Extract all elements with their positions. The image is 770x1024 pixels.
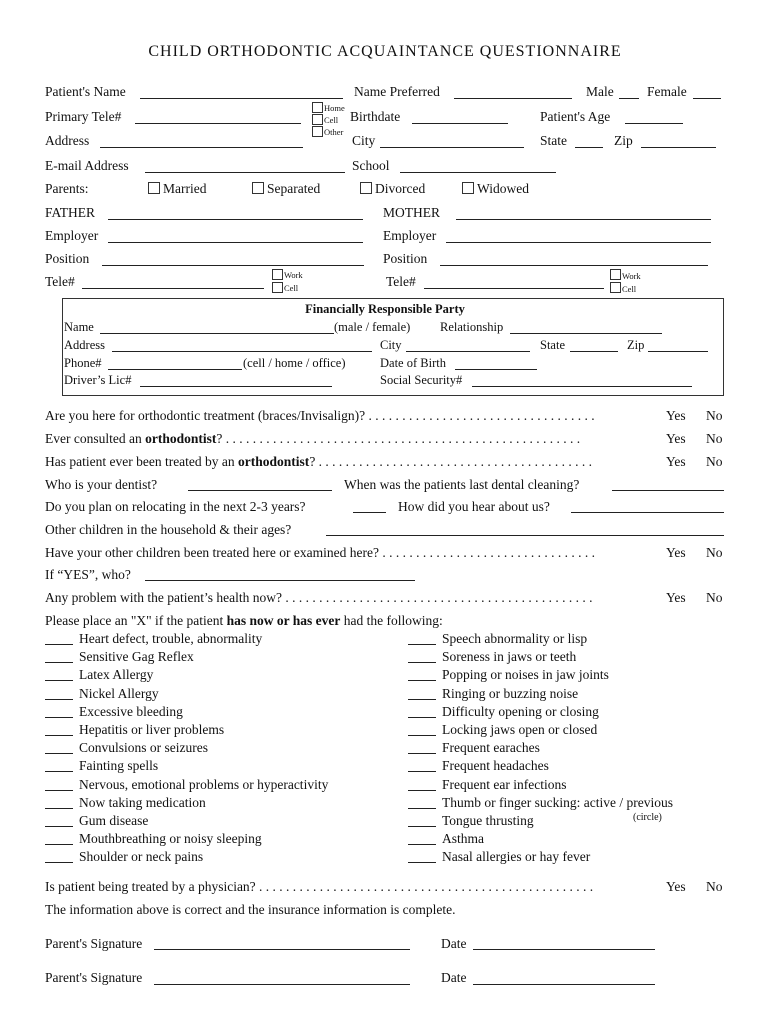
condition-mark-field[interactable]: [45, 705, 73, 718]
left-condition-item: [45, 813, 148, 829]
condition-label: Excessive bleeding: [79, 703, 183, 719]
condition-mark-field[interactable]: [45, 814, 73, 827]
condition-mark-field[interactable]: [45, 832, 73, 845]
condition-mark-field[interactable]: [408, 759, 436, 772]
right-condition-item: [408, 758, 549, 774]
right-condition-item: [408, 849, 590, 865]
patient-name-label: Patient's Name: [45, 84, 126, 99]
state-label: State: [540, 133, 567, 148]
phone-cell-checkbox[interactable]: [312, 114, 323, 125]
cleaning-label: When was the patients last dental cleaning?: [344, 477, 580, 492]
condition-label: Sensitive Gag Reflex: [79, 649, 194, 665]
school-field[interactable]: [400, 172, 556, 173]
form-title: CHILD ORTHODONTIC ACQUAINTANCE QUESTIONNAIRE: [148, 43, 622, 60]
divorced-option[interactable]: Divorced: [360, 181, 425, 197]
condition-label: Nickel Allergy: [79, 685, 159, 701]
fin-dob-field[interactable]: [455, 369, 537, 370]
right-condition-item: [408, 795, 673, 811]
dentist-label: Who is your dentist?: [45, 477, 158, 492]
fin-phone-field[interactable]: [108, 369, 242, 370]
date-field-2[interactable]: [473, 984, 655, 985]
condition-label: Nervous, emotional problems or hyperactivity: [79, 776, 329, 792]
fin-phone-types: (cell / home / office): [243, 356, 346, 370]
right-condition-item: [408, 740, 540, 756]
father-position-field[interactable]: [102, 265, 364, 266]
widowed-option[interactable]: Widowed: [462, 181, 529, 197]
condition-label: Frequent ear infections: [442, 776, 567, 792]
condition-mark-field[interactable]: [45, 796, 73, 809]
birthdate-label: Birthdate: [350, 109, 401, 124]
fin-gender-label: (male / female): [334, 320, 411, 334]
left-condition-item: [45, 667, 153, 683]
parent-signature-field-2[interactable]: [154, 984, 410, 985]
left-condition-item: [45, 758, 158, 774]
address-field[interactable]: [100, 147, 303, 148]
q-health-yes[interactable]: Yes: [666, 590, 686, 605]
mother-tele-field[interactable]: [424, 288, 604, 289]
phone-cell-label: Cell: [324, 115, 339, 125]
condition-label: Thumb or finger sucking: active / previous: [442, 794, 673, 810]
state-field[interactable]: [575, 147, 603, 148]
q-health-no[interactable]: No: [706, 590, 723, 605]
q-other-no[interactable]: No: [706, 545, 723, 560]
date-field-1[interactable]: [473, 949, 655, 950]
condition-mark-field[interactable]: [408, 832, 436, 845]
condition-label: Popping or noises in jaw joints: [442, 667, 609, 683]
fin-address-label: Address: [64, 338, 105, 352]
parent-signature-field-1[interactable]: [154, 949, 410, 950]
hear-field[interactable]: [571, 512, 724, 513]
phone-home-checkbox[interactable]: [312, 102, 323, 113]
fin-relationship-field[interactable]: [510, 333, 662, 334]
condition-mark-field[interactable]: [408, 632, 436, 645]
name-preferred-label: Name Preferred: [354, 84, 440, 99]
mother-cell-label: Cell: [622, 284, 637, 294]
mother-employer-field[interactable]: [446, 242, 711, 243]
male-field[interactable]: [619, 98, 639, 99]
condition-label: Gum disease: [79, 813, 149, 828]
q-physician-no[interactable]: No: [706, 879, 723, 894]
father-employer-field[interactable]: [108, 242, 363, 243]
left-condition-item: [45, 704, 183, 720]
q-other-yes[interactable]: Yes: [666, 545, 686, 560]
condition-mark-field[interactable]: [408, 705, 436, 718]
condition-label: Now taking medication: [79, 794, 206, 810]
phone-home-label: Home: [324, 103, 345, 113]
hear-label: How did you hear about us?: [398, 499, 550, 514]
condition-mark-field[interactable]: [45, 632, 73, 645]
condition-label: Nasal allergies or hay fever: [442, 849, 591, 865]
condition-mark-field[interactable]: [408, 687, 436, 700]
fin-dob-label: Date of Birth: [380, 356, 446, 370]
primary-tele-label: Primary Tele#: [45, 109, 122, 124]
left-condition-item: [45, 777, 328, 793]
condition-label: Fainting spells: [79, 758, 159, 774]
financial-heading: Financially Responsible Party: [305, 302, 465, 316]
condition-label: Convulsions or seizures: [79, 740, 208, 756]
conditions-intro: Please place an "X" if the patient has now or has ever had the following:: [45, 613, 443, 628]
email-label: E-mail Address: [45, 158, 129, 173]
right-condition-item: [408, 813, 534, 829]
female-field[interactable]: [693, 98, 721, 99]
fin-ssn-label: Social Security#: [380, 373, 463, 387]
fin-address-field[interactable]: [112, 351, 372, 352]
fin-city-label: City: [380, 338, 402, 352]
mother-field[interactable]: [456, 219, 711, 220]
condition-mark-field[interactable]: [408, 668, 436, 681]
condition-label: Frequent earaches: [442, 740, 540, 756]
left-condition-item: [45, 740, 208, 756]
q1-no[interactable]: No: [706, 408, 723, 423]
married-checkbox[interactable]: [148, 182, 160, 194]
phone-other-label: Other: [324, 127, 344, 137]
fin-state-field[interactable]: [570, 351, 618, 352]
condition-mark-field[interactable]: [408, 814, 436, 827]
fin-ssn-field[interactable]: [472, 386, 692, 387]
fin-state-label: State: [540, 338, 565, 352]
male-label: Male: [586, 84, 614, 99]
father-tele-label: Tele#: [45, 274, 75, 289]
condition-mark-field[interactable]: [45, 850, 73, 863]
condition-label: Locking jaws open or closed: [442, 722, 598, 737]
father-work-checkbox[interactable]: [272, 269, 283, 280]
relocating-field[interactable]: [353, 512, 386, 513]
mother-cell-checkbox[interactable]: [610, 282, 621, 293]
q-physician-yes[interactable]: Yes: [666, 879, 686, 894]
father-label: FATHER: [45, 205, 96, 220]
q2-no[interactable]: No: [706, 431, 723, 446]
fin-city-field[interactable]: [406, 351, 530, 352]
question-consulted-orthodontist: Ever consulted an orthodontist? . . . . . . . . . . . . . . . . . . . . . . . . . . . . . . . . . . . . . . . . . . . . . . . . . . . . .: [45, 431, 581, 446]
mother-work-label: Work: [622, 271, 641, 281]
widowed-checkbox[interactable]: [462, 182, 474, 194]
patient-age-field[interactable]: [625, 123, 683, 124]
school-label: School: [352, 158, 390, 173]
cleaning-field[interactable]: [612, 490, 724, 491]
mother-work-checkbox[interactable]: [610, 269, 621, 280]
if-yes-label: If “YES”, who?: [45, 567, 131, 582]
condition-mark-field[interactable]: [408, 778, 436, 791]
fin-zip-label: Zip: [627, 338, 645, 352]
condition-label: Latex Allergy: [79, 667, 154, 683]
right-condition-item: [408, 667, 609, 683]
condition-label: Shoulder or neck pains: [79, 849, 204, 865]
condition-label: Heart defect, trouble, abnormality: [79, 631, 263, 646]
condition-label: Tongue thrusting: [442, 813, 534, 828]
mother-tele-label: Tele#: [386, 274, 416, 289]
married-option[interactable]: Married: [148, 181, 206, 197]
condition-mark-field[interactable]: [45, 650, 73, 663]
date-label-2: Date: [441, 970, 467, 985]
patient-name-field[interactable]: [140, 98, 343, 99]
mother-employer-label: Employer: [383, 228, 437, 243]
condition-label: Mouthbreathing or noisy sleeping: [79, 831, 262, 847]
right-condition-item: [408, 686, 578, 702]
condition-mark-field[interactable]: [408, 723, 436, 736]
father-employer-label: Employer: [45, 228, 99, 243]
condition-mark-field[interactable]: [45, 687, 73, 700]
date-label-1: Date: [441, 936, 467, 951]
condition-label: Frequent headaches: [442, 758, 549, 774]
if-yes-field[interactable]: [145, 580, 415, 581]
fin-phone-label: Phone#: [64, 356, 102, 370]
left-condition-item: [45, 686, 159, 702]
left-condition-item: [45, 649, 194, 665]
right-condition-item: [408, 831, 484, 847]
q1-yes[interactable]: Yes: [666, 408, 686, 423]
female-label: Female: [647, 84, 687, 99]
q3-yes[interactable]: Yes: [666, 454, 686, 469]
left-condition-item: [45, 795, 206, 811]
right-condition-item: [408, 649, 576, 665]
right-condition-item: [408, 777, 566, 793]
question-orthodontic-treatment: Are you here for orthodontic treatment (braces/Invisalign)? . . . . . . . . . . . . . . . . . . . . . . . . . . . . . . . . . .: [45, 408, 595, 423]
phone-other-checkbox[interactable]: [312, 126, 323, 137]
right-condition-item: [408, 722, 597, 738]
condition-mark-field[interactable]: [408, 741, 436, 754]
separated-option[interactable]: Separated: [252, 181, 320, 197]
condition-mark-field[interactable]: [45, 723, 73, 736]
condition-mark-field[interactable]: [45, 741, 73, 754]
email-field[interactable]: [145, 172, 345, 173]
fin-zip-field[interactable]: [648, 351, 708, 352]
father-work-label: Work: [284, 270, 303, 280]
condition-label: Difficulty opening or closing: [442, 703, 599, 719]
question-treated-orthodontist: Has patient ever been treated by an orthodontist? . . . . . . . . . . . . . . . . . . . . . . . . . . . . . . . . . . . . . . . . .: [45, 454, 593, 469]
condition-mark-field[interactable]: [45, 668, 73, 681]
question-health: Any problem with the patient’s health now? . . . . . . . . . . . . . . . . . . . . . . . . . . . . . . . . . . . . . . . . . . . . . .: [45, 590, 593, 605]
condition-label: Ringing or buzzing noise: [442, 685, 579, 701]
mother-position-label: Position: [383, 251, 428, 266]
q3-no[interactable]: No: [706, 454, 723, 469]
right-condition-item: [408, 631, 587, 647]
left-condition-item: [45, 831, 262, 847]
name-preferred-field[interactable]: [454, 98, 572, 99]
question-other-treated: Have your other children been treated here or examined here? . . . . . . . . . . . . . . . . . . . . . . . . . . . . . . . .: [45, 545, 595, 560]
city-field[interactable]: [380, 147, 524, 148]
condition-label: Speech abnormality or lisp: [442, 631, 588, 646]
other-children-field[interactable]: [326, 535, 724, 536]
parent-signature-label-1: Parent's Signature: [45, 936, 143, 951]
father-cell-checkbox[interactable]: [272, 282, 283, 293]
other-children-label: Other children in the household & their ages?: [45, 522, 292, 537]
condition-mark-field[interactable]: [45, 759, 73, 772]
parent-signature-label-2: Parent's Signature: [45, 970, 143, 985]
zip-label: Zip: [614, 133, 633, 148]
left-condition-item: [45, 631, 262, 647]
fin-name-field[interactable]: [100, 333, 334, 334]
father-cell-label: Cell: [284, 283, 299, 293]
q2-yes[interactable]: Yes: [666, 431, 686, 446]
condition-mark-field[interactable]: [45, 778, 73, 791]
condition-label: Asthma: [442, 831, 484, 847]
fin-license-field[interactable]: [140, 386, 332, 387]
question-physician: Is patient being treated by a physician? . . . . . . . . . . . . . . . . . . . . . . . . . . . . . . . . . . . . . . . . . . . . . . . . . .: [45, 879, 594, 894]
mother-position-field[interactable]: [440, 265, 708, 266]
fin-relationship-label: Relationship: [440, 320, 504, 334]
right-condition-item: [408, 704, 599, 720]
mother-label: MOTHER: [383, 205, 440, 220]
left-condition-item: [45, 722, 224, 738]
father-tele-field[interactable]: [82, 288, 264, 289]
relocating-label: Do you plan on relocating in the next 2-3 years?: [45, 499, 306, 514]
condition-mark-field[interactable]: [408, 796, 436, 809]
fin-name-label: Name: [64, 320, 94, 334]
divorced-checkbox[interactable]: [360, 182, 372, 194]
condition-label: Hepatitis or liver problems: [79, 722, 225, 737]
father-field[interactable]: [108, 219, 363, 220]
fin-license-label: Driver’s Lic#: [64, 373, 132, 387]
separated-checkbox[interactable]: [252, 182, 264, 194]
birthdate-field[interactable]: [412, 123, 508, 124]
condition-mark-field[interactable]: [408, 650, 436, 663]
circle-note: (circle): [633, 812, 662, 823]
patient-age-label: Patient's Age: [540, 109, 611, 124]
left-condition-item: [45, 849, 203, 865]
condition-label: Soreness in jaws or teeth: [442, 649, 577, 665]
parents-label: Parents:: [45, 181, 89, 196]
confirmation-text: The information above is correct and the insurance information is complete.: [45, 902, 456, 917]
address-label: Address: [45, 133, 90, 148]
primary-tele-field[interactable]: [135, 123, 301, 124]
city-label: City: [352, 133, 376, 148]
condition-mark-field[interactable]: [408, 850, 436, 863]
dentist-field[interactable]: [188, 490, 332, 491]
zip-field[interactable]: [641, 147, 716, 148]
father-position-label: Position: [45, 251, 90, 266]
